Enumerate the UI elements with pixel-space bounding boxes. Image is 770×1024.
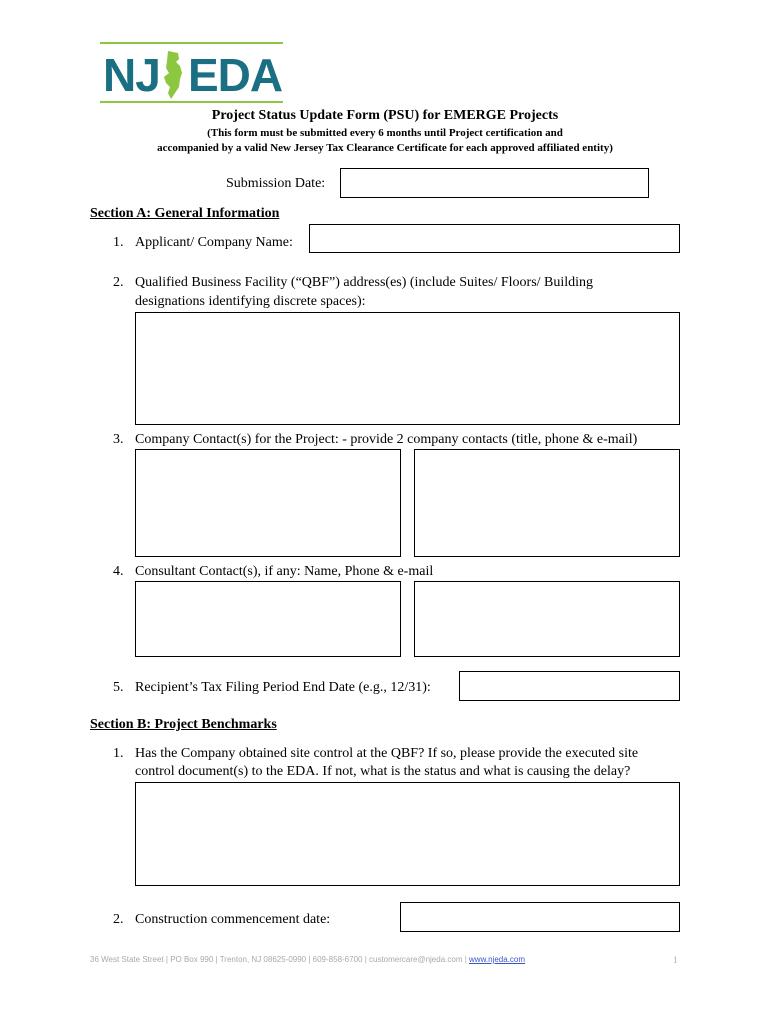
consultant-contact-1-field[interactable] [135, 581, 401, 657]
page-number: 1 [673, 955, 678, 965]
form-title: Project Status Update Form (PSU) for EMERGE Projects [211, 108, 559, 123]
q-b1-number: 1. [113, 746, 124, 761]
company-contact-2-field[interactable] [414, 449, 680, 557]
tax-filing-period-field[interactable] [459, 671, 680, 701]
q-a2-label-line1: Qualified Business Facility (“QBF”) address(es) (include Suites/ Floors/ Building [135, 275, 594, 290]
q-a2-number: 2. [113, 275, 124, 290]
construction-commencement-date-field[interactable] [400, 902, 680, 932]
section-b-heading: Section B: Project Benchmarks [90, 717, 277, 732]
logo-bottom-rule [100, 101, 283, 103]
consultant-contact-2-field[interactable] [414, 581, 680, 657]
new-jersey-state-icon [160, 49, 186, 101]
q-a5-number: 5. [113, 680, 124, 695]
q-a4-label: Consultant Contact(s), if any: Name, Phone & e-mail [135, 564, 434, 579]
footer-address: 36 West State Street | PO Box 990 | Trenton, NJ 08625-0990 | 609-858-6700 | customercare@njeda.com | [90, 955, 470, 964]
submission-date-field[interactable] [340, 168, 649, 198]
q-b2-number: 2. [113, 912, 124, 927]
form-subtitle-line2: accompanied by a valid New Jersey Tax Clearance Certificate for each approved affiliated entity) [157, 142, 613, 154]
q-a3-label: Company Contact(s) for the Project: - provide 2 company contacts (title, phone & e-mail) [135, 432, 638, 447]
q-a2-label-line2: designations identifying discrete spaces): [135, 294, 366, 309]
logo-text-nj: NJ [103, 49, 160, 101]
q-a5-label: Recipient’s Tax Filing Period End Date (e.g., 12/31): [135, 680, 431, 695]
q-b1-label-line1: Has the Company obtained site control at the QBF? If so, please provide the executed site [135, 746, 639, 761]
q-a1-label: Applicant/ Company Name: [135, 235, 293, 250]
q-a4-number: 4. [113, 564, 124, 579]
submission-date-label: Submission Date: [226, 176, 326, 191]
footer-website-link[interactable]: www.njeda.com [469, 955, 526, 964]
q-b2-label: Construction commencement date: [135, 912, 331, 927]
q-a3-number: 3. [113, 432, 124, 447]
section-a-heading: Section A: General Information [90, 206, 280, 221]
logo-text-eda: EDA [188, 49, 283, 101]
q-b1-label-line2: control document(s) to the EDA. If not, what is the status and what is causing the delay? [135, 764, 631, 779]
form-subtitle-line1: (This form must be submitted every 6 months until Project certification and [207, 127, 563, 139]
footer [90, 955, 525, 964]
site-control-status-field[interactable] [135, 782, 680, 886]
company-name-field[interactable] [309, 224, 680, 253]
company-contact-1-field[interactable] [135, 449, 401, 557]
qbf-address-field[interactable] [135, 312, 680, 425]
q-a1-number: 1. [113, 235, 124, 250]
logo-top-rule [100, 42, 283, 44]
